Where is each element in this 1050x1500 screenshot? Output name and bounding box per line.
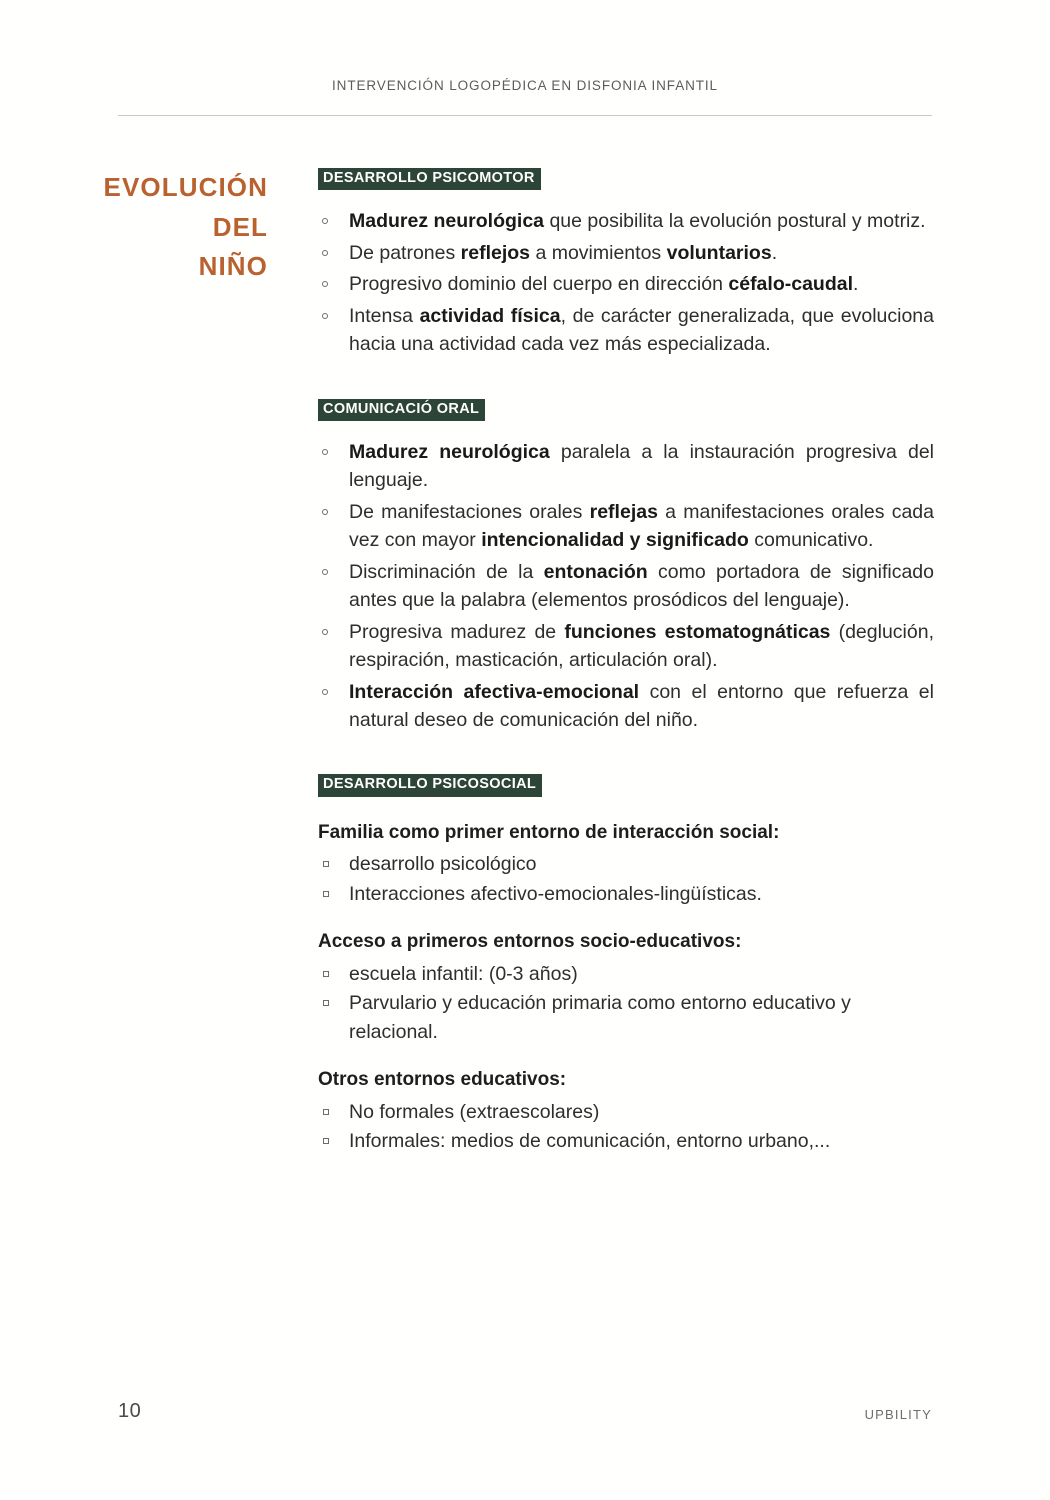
sub-bullet-list (318, 1098, 934, 1156)
chapter-side-title (60, 168, 268, 287)
section-desarrollo-psicosocial (318, 774, 934, 1155)
list-item: Interacciones afectivo-emocionales-lingüísticas. (318, 880, 934, 908)
side-title-line-2: DEL (212, 211, 268, 242)
section-comunicacio-oral (318, 399, 934, 735)
main-content-column (318, 168, 934, 1157)
list-item: escuela infantil: (0-3 años) (318, 960, 934, 988)
sub-bullet-list (318, 960, 934, 1046)
list-item: Parvulario y educación primaria como entorno educativo y relacional. (318, 989, 934, 1046)
list-item: Informales: medios de comunicación, entorno urbano,... (318, 1127, 934, 1155)
list-item: Progresiva madurez de funciones estomatognáticas (deglución, respiración, masticación, articulación oral). (318, 618, 934, 675)
section-badge: COMUNICACIÓ ORAL (318, 399, 485, 421)
publisher-brand: UPBILITY (864, 1407, 932, 1422)
section-badge: DESARROLLO PSICOMOTOR (318, 168, 541, 190)
bullet-list (318, 438, 934, 735)
page-number: 10 (118, 1400, 142, 1422)
list-item: De manifestaciones orales reflejas a manifestaciones orales cada vez con mayor intencionalidad y significado comunicativo. (318, 498, 934, 555)
list-item: desarrollo psicológico (318, 850, 934, 878)
sub-bullet-list (318, 850, 934, 908)
side-title-line-1: EVOLUCIÓN (103, 172, 268, 202)
running-header: INTERVENCIÓN LOGOPÉDICA EN DISFONIA INFANTIL (332, 78, 718, 93)
section-badge: DESARROLLO PSICOSOCIAL (318, 774, 542, 796)
list-item: Interacción afectiva-emocional con el entorno que refuerza el natural deseo de comunicación del niño. (318, 678, 934, 735)
header-divider (118, 115, 932, 116)
section-desarrollo-psicomotor (318, 168, 934, 359)
subsection-heading: Otros entornos educativos: (318, 1069, 567, 1091)
list-item: Intensa actividad física, de carácter generalizada, que evoluciona hacia una actividad cada vez más especializada. (318, 302, 934, 359)
list-item: No formales (extraescolares) (318, 1098, 934, 1126)
list-item: Madurez neurológica paralela a la instauración progresiva del lenguaje. (318, 438, 934, 495)
subsection-heading: Acceso a primeros entornos socio-educativos: (318, 931, 742, 953)
list-item: Madurez neurológica que posibilita la evolución postural y motriz. (318, 207, 934, 235)
list-item: Progresivo dominio del cuerpo en dirección céfalo-caudal. (318, 270, 934, 298)
list-item: Discriminación de la entonación como portadora de significado antes que la palabra (elementos prosódicos del lenguaje). (318, 558, 934, 615)
list-item: De patrones reflejos a movimientos voluntarios. (318, 239, 934, 267)
subsection-heading: Familia como primer entorno de interacción social: (318, 821, 780, 843)
side-title-line-3: NIÑO (198, 251, 268, 282)
bullet-list (318, 207, 934, 358)
